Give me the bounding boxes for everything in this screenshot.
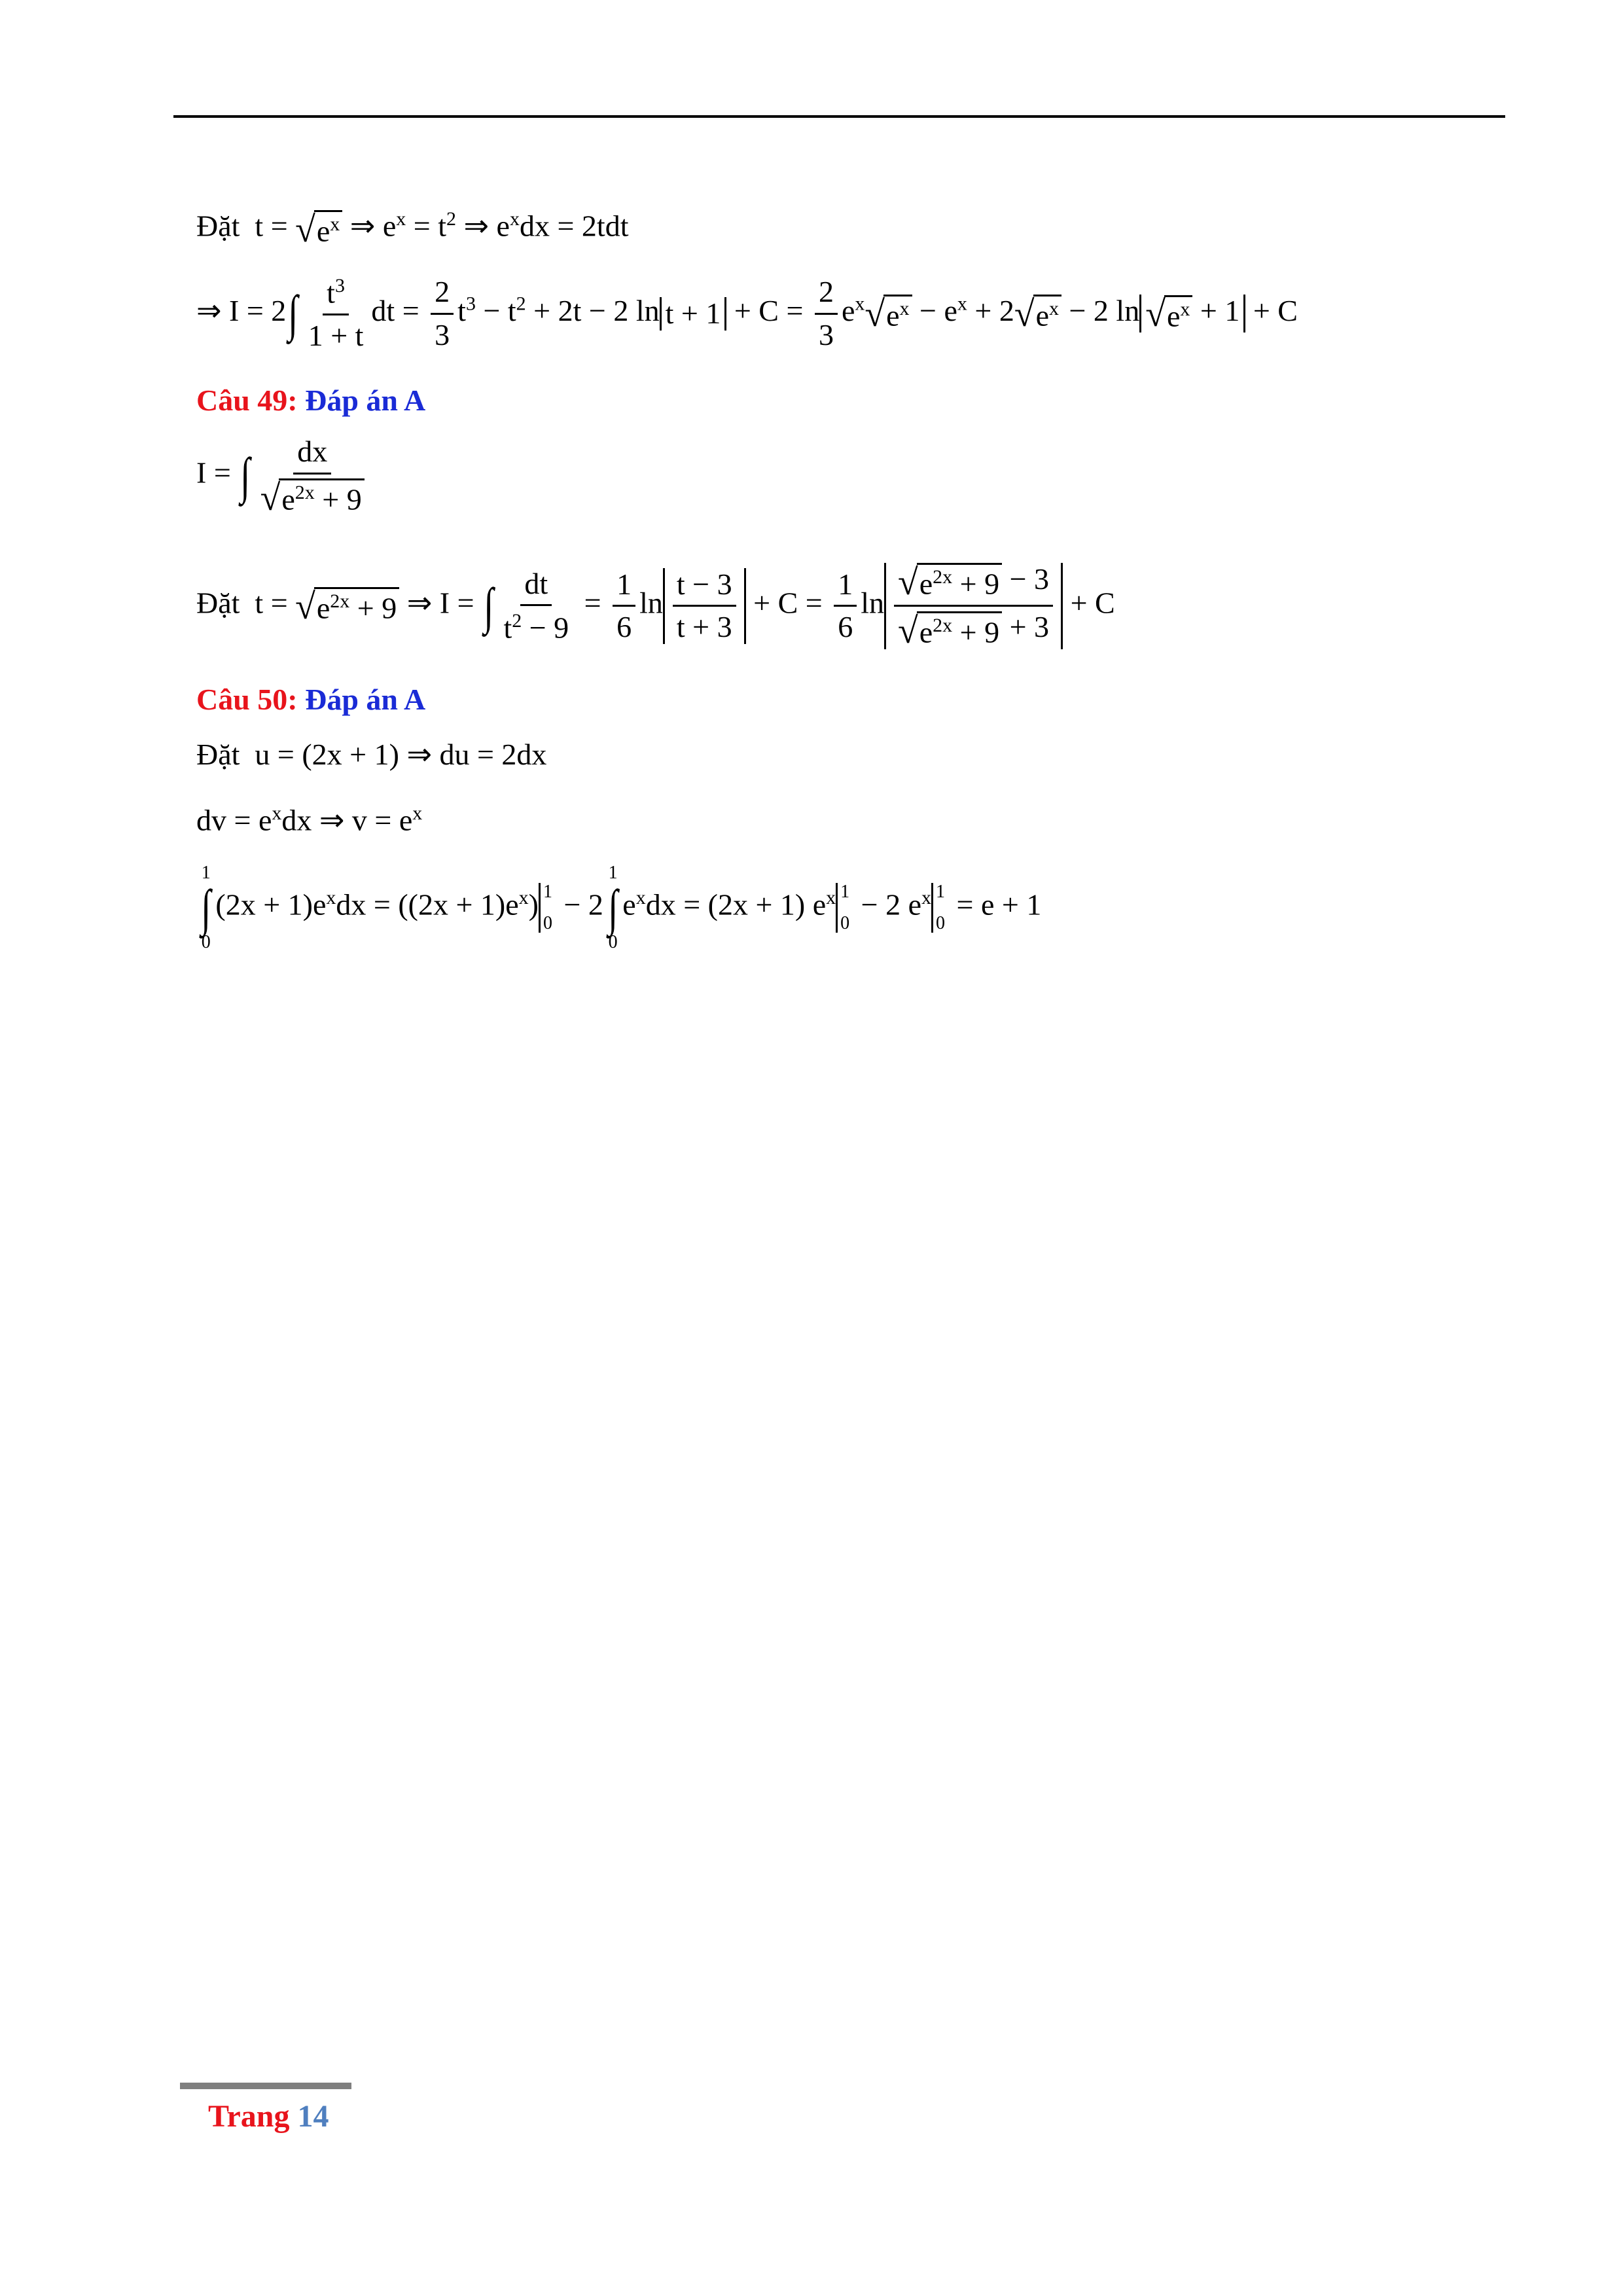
equation-substitution-1: Đặt t = √ $e^x$ ⇒ $e^x = t^2$ ⇒ $e^xdx = 2tdt$ xyxy=(196,208,629,250)
question-50-label: Câu 50: xyxy=(196,683,298,716)
question-50-answer: Đáp án A xyxy=(305,683,426,716)
equation-integral-result-48: ⇒ I = 2∫ $\frac{t^3}{1 + t}$ dt = $\frac{2}{3}$ $t^3 - t^2 + 2t - 2$ ln t + 1 + C = $\frac{2}{3}$ $e^x$ √ $e^x$ − $e^x + 2$ √ $e^x$ − 2 ln √ $e^x$ + 1 + C xyxy=(196,275,1298,352)
equation-dv: dv = $e^xdx$ ⇒ $v = e^x$ xyxy=(196,802,423,837)
question-49-answer: Đáp án A xyxy=(305,384,426,417)
footer-page-word: Trang xyxy=(208,2099,290,2134)
footer-page-number: 14 xyxy=(297,2099,329,2134)
equation-integral-49: I = ∫ dx √ $e^{2x} + 9$ xyxy=(196,435,372,516)
equation-integral-result-50: 1 ∫ 0 $(2x + 1)e^xdx = ((2x + 1)e^x)$ 1 0 − 2 1 ∫ 0 $e^xdx = (2x + 1)$ $e^x$ 1 0 − 2 $e^x$ 1 0 = e + 1 xyxy=(201,863,1042,952)
page-footer xyxy=(208,2098,329,2134)
question-49-heading xyxy=(196,383,425,418)
equation-substitution-49: Đặt t = √ $e^{2x} + 9$ ⇒ I = ∫ $\frac{dt}{t^2 - 9}$ = $\frac{1}{6}$ ln $\frac{t - 3}{t + 3}$ + C = $\frac{1}{6}$ ln √ $e^{2x} + 9$ − 3 √ $e^{2x} + 9$ + 3 + C xyxy=(196,562,1115,651)
header-rule xyxy=(173,115,1505,118)
equation-substitution-50: Đặt u = (2x + 1) ⇒ du = 2dx xyxy=(196,738,547,771)
footer-rule xyxy=(180,2083,351,2089)
question-50-heading xyxy=(196,682,425,717)
question-49-label: Câu 49: xyxy=(196,384,298,417)
